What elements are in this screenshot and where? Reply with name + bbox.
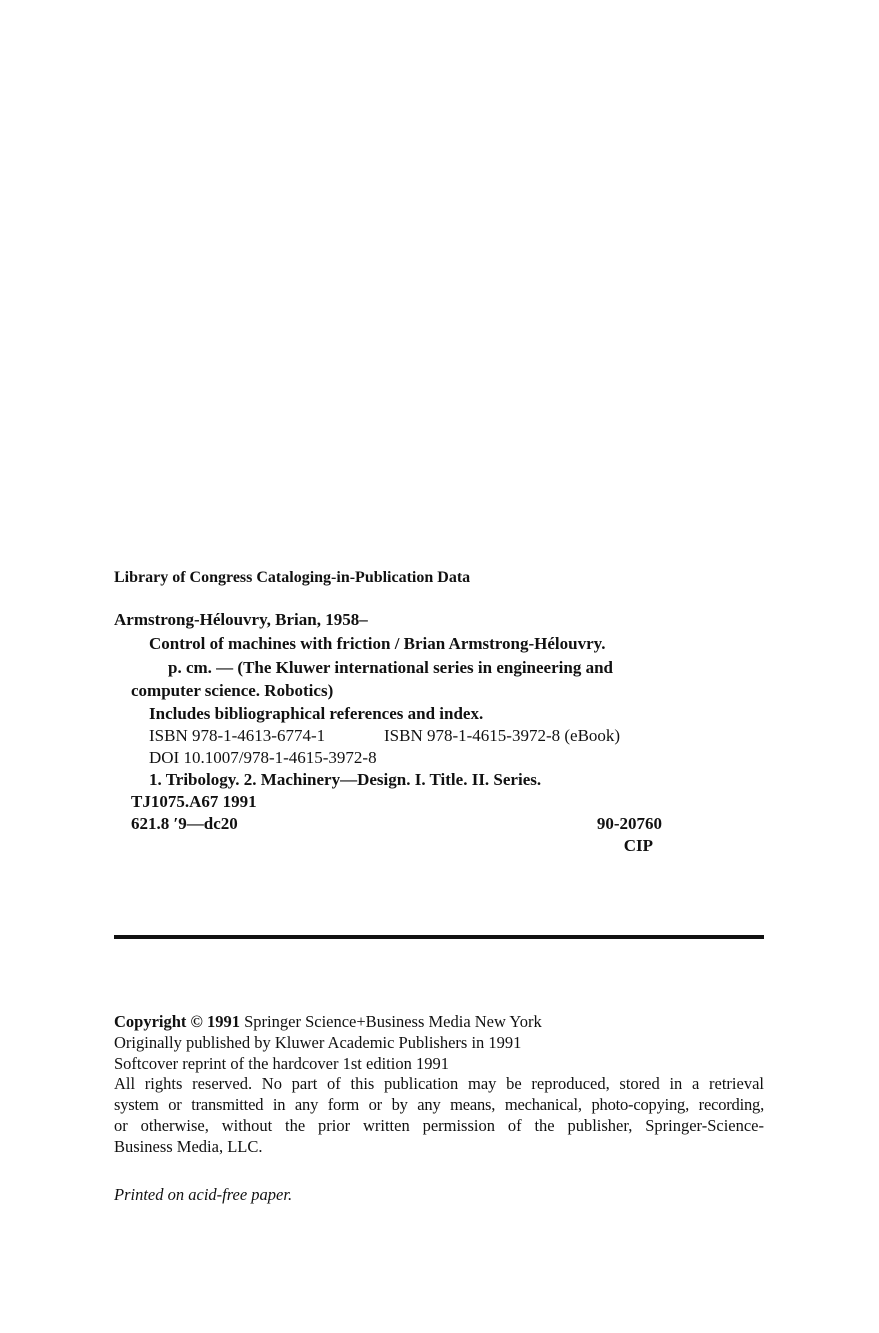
rights-line-3: or otherwise, without the prior written permission of the publisher, Springer-Science- (114, 1115, 764, 1135)
cip-author: Armstrong-Hélouvry, Brian, 1958– (114, 610, 368, 629)
cip-subjects: 1. Tribology. 2. Machinery—Design. I. Title. II. Series. (149, 770, 542, 789)
printed-note: Printed on acid-free paper. (114, 1185, 293, 1204)
cip-includes: Includes bibliographical references and index. (149, 704, 484, 723)
horizontal-rule (114, 935, 764, 939)
rights-line-1: All rights reserved. No part of this publication may be reproduced, stored in a retrieval (114, 1074, 764, 1094)
cip-title-line: Control of machines with friction / Brian Armstrong-Hélouvry. (149, 634, 606, 653)
cip-isbn-print: ISBN 978-1-4613-6774-1 (149, 726, 326, 745)
rights-line-4: Business Media, LLC. (114, 1136, 263, 1156)
cip-isbn-ebook: ISBN 978-1-4615-3972-8 (eBook) (384, 726, 621, 745)
copyright-line (114, 1012, 764, 1033)
cip-lc-class: TJ1075.A67 1991 (131, 792, 257, 811)
copyright-label: Copyright (114, 1012, 187, 1031)
copyright-symbol-year: © 1991 (190, 1012, 240, 1031)
cip-heading: Library of Congress Cataloging-in-Publication Data (114, 569, 471, 586)
originally-published: Originally published by Kluwer Academic Publishers in 1991 (114, 1032, 522, 1052)
softcover-reprint: Softcover reprint of the hardcover 1st edition 1991 (114, 1053, 449, 1073)
cip-mark: CIP (623, 836, 653, 855)
cip-lccn: 90-20760 (596, 814, 662, 833)
cip-dewey: 621.8 ′9—dc20 (131, 814, 238, 833)
copyright-block (114, 1012, 764, 1158)
copyright-holder: Springer Science+Business Media New York (244, 1012, 542, 1031)
cip-series-line-1: p. cm. — (The Kluwer international series in engineering and (168, 658, 613, 677)
rights-line-2: system or transmitted in any form or by any means, mechanical, photo-copying, recording, (114, 1095, 764, 1115)
cip-doi: DOI 10.1007/978-1-4615-3972-8 (149, 748, 377, 767)
cip-series-line-2: computer science. Robotics) (131, 681, 334, 700)
